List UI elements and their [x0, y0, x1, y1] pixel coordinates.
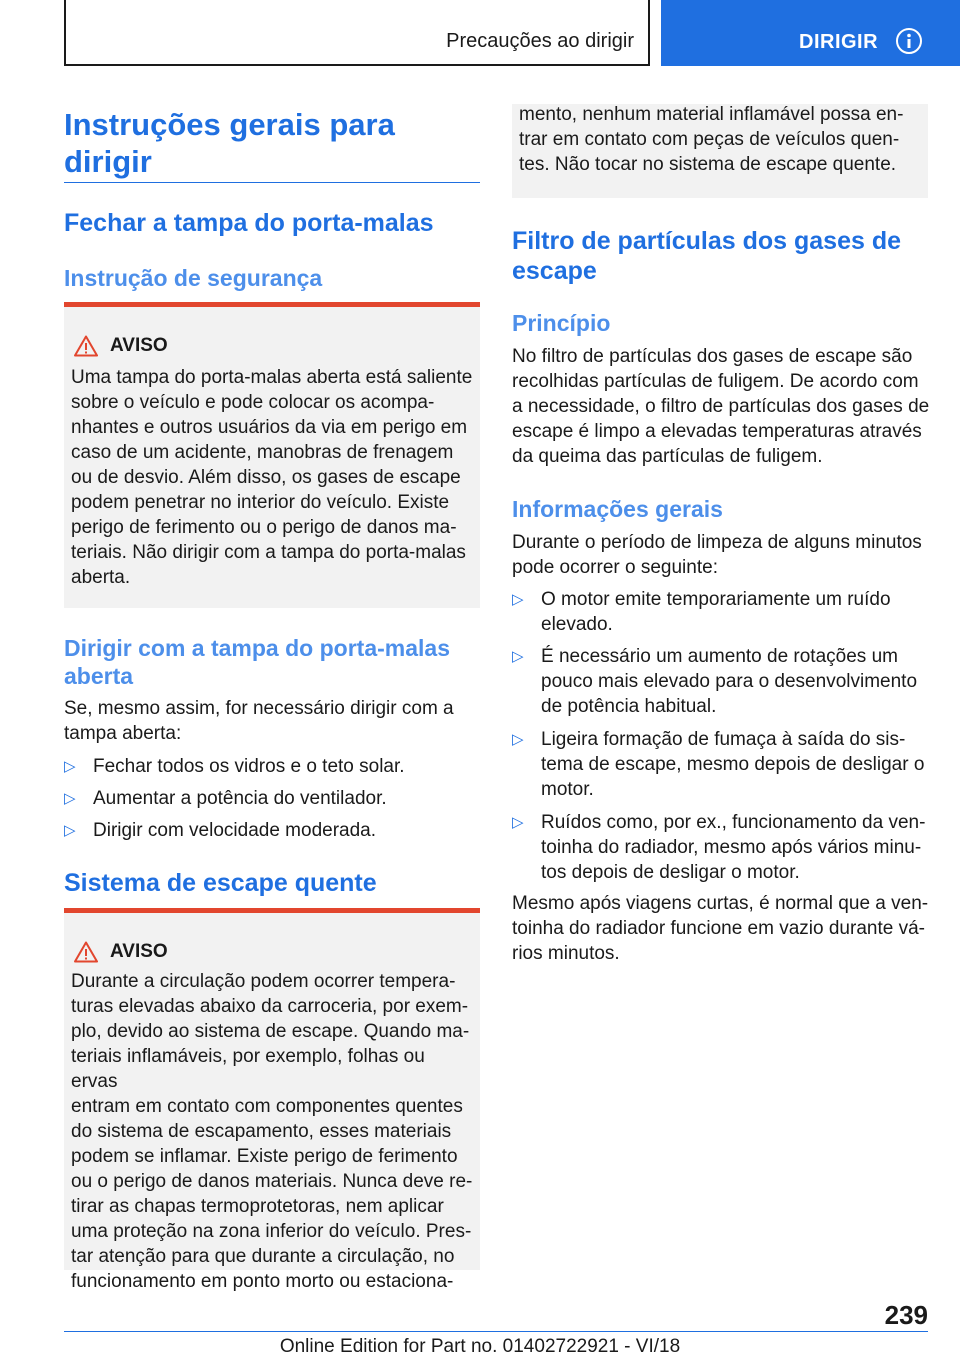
warning-line: plo, devido ao sistema de escape. Quando ma-	[71, 1021, 470, 1042]
section-heading-hot-exhaust: Sistema de escape quente	[64, 869, 377, 897]
subheading-driving-open-trunk	[64, 634, 450, 690]
list-item-text: Dirigir com velocidade moderada.	[93, 820, 377, 841]
info-icon	[895, 27, 923, 55]
warning-line: sobre o veículo e pode colocar os acompa-	[71, 392, 435, 413]
paragraph-line: toinha do radiador funcione em vazio durante vá-	[512, 918, 925, 939]
warning-line: Uma tampa do porta-malas aberta está saliente	[71, 367, 473, 388]
warning-line: Durante a circulação podem ocorrer tempera-	[71, 971, 456, 992]
bullet-triangle-icon: ▷	[512, 731, 524, 748]
list-item	[64, 818, 480, 843]
heading-line-1: Filtro de partículas dos gases de	[512, 227, 902, 255]
bullet-triangle-icon: ▷	[512, 648, 524, 665]
paragraph-general-info	[512, 530, 932, 580]
warning-line: nhantes e outros usuários da via em perigo em	[71, 417, 468, 438]
warning-line: tirar as chapas termoprotetoras, nem aplicar	[71, 1196, 444, 1217]
list-item	[64, 754, 480, 779]
list-item	[512, 644, 932, 719]
paragraph-line: da queima das partículas de fuligem.	[512, 446, 823, 467]
warning-triangle-icon	[74, 335, 98, 357]
header-chapter-box[interactable]	[661, 0, 960, 66]
paragraph-line: escape é limpo a elevadas temperaturas através	[512, 421, 922, 442]
list-item	[512, 727, 932, 802]
title-divider	[64, 182, 480, 183]
warning-line: ou de desvio. Além disso, os gases de escape	[71, 467, 461, 488]
warning-line: mento, nenhum material inflamável possa en-	[519, 104, 904, 125]
page-title	[64, 106, 480, 180]
bullet-triangle-icon: ▷	[512, 814, 524, 831]
header-section-box	[64, 0, 650, 66]
list-item-line: tema de escape, mesmo depois de desligar o	[541, 754, 925, 775]
heading-line-2: escape	[512, 257, 597, 285]
list-item-text	[541, 587, 891, 637]
paragraph-line: pode ocorrer o seguinte:	[512, 557, 718, 578]
bullet-triangle-icon: ▷	[64, 822, 76, 839]
warning-line: do sistema de escapamento, esses materiais	[71, 1121, 452, 1142]
list-item-line: pouco mais elevado para o desenvolvimento	[541, 671, 918, 692]
list-item-text	[541, 727, 924, 802]
list-item	[512, 587, 932, 637]
warning-line: tar atenção para que durante a circulação, no	[71, 1246, 455, 1267]
subheading-safety-instruction: Instrução de segurança	[64, 265, 323, 291]
warning-line: podem se inflamar. Existe perigo de ferimento	[71, 1146, 458, 1167]
paragraph-line: Mesmo após viagens curtas, é normal que a ven-	[512, 893, 929, 914]
bullet-triangle-icon: ▷	[64, 758, 76, 775]
bullet-triangle-icon: ▷	[64, 790, 76, 807]
paragraph-line: Durante o período de limpeza de alguns minutos	[512, 532, 922, 553]
list-item-line: motor.	[541, 779, 594, 800]
paragraph-line: tampa aberta:	[64, 723, 182, 744]
warning-text	[71, 969, 475, 1294]
warning-box-exhaust	[64, 908, 480, 1292]
header-chapter-title: DIRIGIR	[799, 31, 879, 53]
warning-line: tes. Não tocar no sistema de escape quente.	[519, 154, 897, 175]
warning-line: uma proteção na zona inferior do veículo. Pres-	[71, 1221, 472, 1242]
list-item	[64, 786, 480, 811]
warning-label: AVISO	[110, 335, 168, 356]
warning-line: perigo de ferimento ou o perigo de danos ma-	[71, 517, 457, 538]
warning-line: funcionamento em ponto morto ou estaciona-	[71, 1271, 454, 1292]
list-item-line: É necessário um aumento de rotações um	[541, 646, 898, 667]
list-item-line: tos depois de desligar o motor.	[541, 862, 800, 883]
warning-text	[71, 365, 475, 590]
paragraph-line: Se, mesmo assim, for necessário dirigir com a	[64, 698, 454, 719]
paragraph-principle	[512, 344, 932, 469]
paragraph-line: recolhidas partículas de fuligem. De acordo com	[512, 371, 919, 392]
paragraph-open-trunk	[64, 696, 480, 746]
warning-line: entram em contato com componentes quentes	[71, 1096, 463, 1117]
warning-line: turas elevadas abaixo da carroceria, por exem-	[71, 996, 469, 1017]
list-item-line: Ligeira formação de fumaça à saída do sis-	[541, 729, 906, 750]
list-item-text	[541, 644, 917, 719]
warning-box-continued	[512, 104, 928, 198]
warning-triangle-icon	[74, 941, 98, 963]
list-item-line: elevado.	[541, 614, 613, 635]
footer-divider	[64, 1331, 928, 1332]
bullet-triangle-icon: ▷	[512, 591, 524, 608]
subheading-line-1: Dirigir com a tampa do porta-malas	[64, 635, 450, 661]
warning-line: teriais inflamáveis, por exemplo, folhas ou ervas	[71, 1046, 425, 1092]
subheading-general-info: Informações gerais	[512, 496, 723, 522]
warning-label: AVISO	[110, 941, 168, 962]
subheading-line-2: aberta	[64, 663, 134, 689]
list-item-line: toinha do radiador, mesmo após vários minu-	[541, 837, 922, 858]
warning-text	[519, 102, 923, 177]
warning-line: aberta.	[71, 567, 131, 588]
warning-line: trar em contato com peças de veículos quen-	[519, 129, 900, 150]
paragraph-line: a necessidade, o filtro de partículas dos gases de	[512, 396, 930, 417]
page-number: 239	[884, 1300, 928, 1330]
warning-line: ou o perigo de danos materiais. Nunca deve re-	[71, 1171, 473, 1192]
warning-line: podem penetrar no interior do veículo. Existe	[71, 492, 450, 513]
section-heading-particle-filter	[512, 226, 901, 286]
list-item-text: Fechar todos os vidros e o teto solar.	[93, 756, 405, 777]
warning-box-trunk	[64, 302, 480, 608]
list-item-line: O motor emite temporariamente um ruído	[541, 589, 891, 610]
list-item-line: Ruídos como, por ex., funcionamento da ven-	[541, 812, 926, 833]
section-heading-trunk-lid: Fechar a tampa do porta-malas	[64, 209, 434, 237]
paragraph-line: rios minutos.	[512, 943, 620, 964]
list-item-text	[541, 810, 925, 885]
page-title-line-2: dirigir	[64, 144, 152, 179]
paragraph-short-trips	[512, 891, 932, 966]
page-title-line-1: Instruções gerais para	[64, 107, 395, 142]
header-section-title: Precauções ao dirigir	[446, 30, 634, 52]
subheading-principle: Princípio	[512, 310, 611, 336]
warning-line: teriais. Não dirigir com a tampa do porta-malas	[71, 542, 466, 563]
paragraph-line: No filtro de partículas dos gases de escape são	[512, 346, 913, 367]
footer-edition: Online Edition for Part no. 01402722921 - VI/18	[279, 1336, 681, 1357]
warning-line: caso de um acidente, manobras de frenagem	[71, 442, 454, 463]
list-item-text: Aumentar a potência do ventilador.	[93, 788, 387, 809]
list-item-line: de potência habitual.	[541, 696, 717, 717]
list-item	[512, 810, 932, 885]
